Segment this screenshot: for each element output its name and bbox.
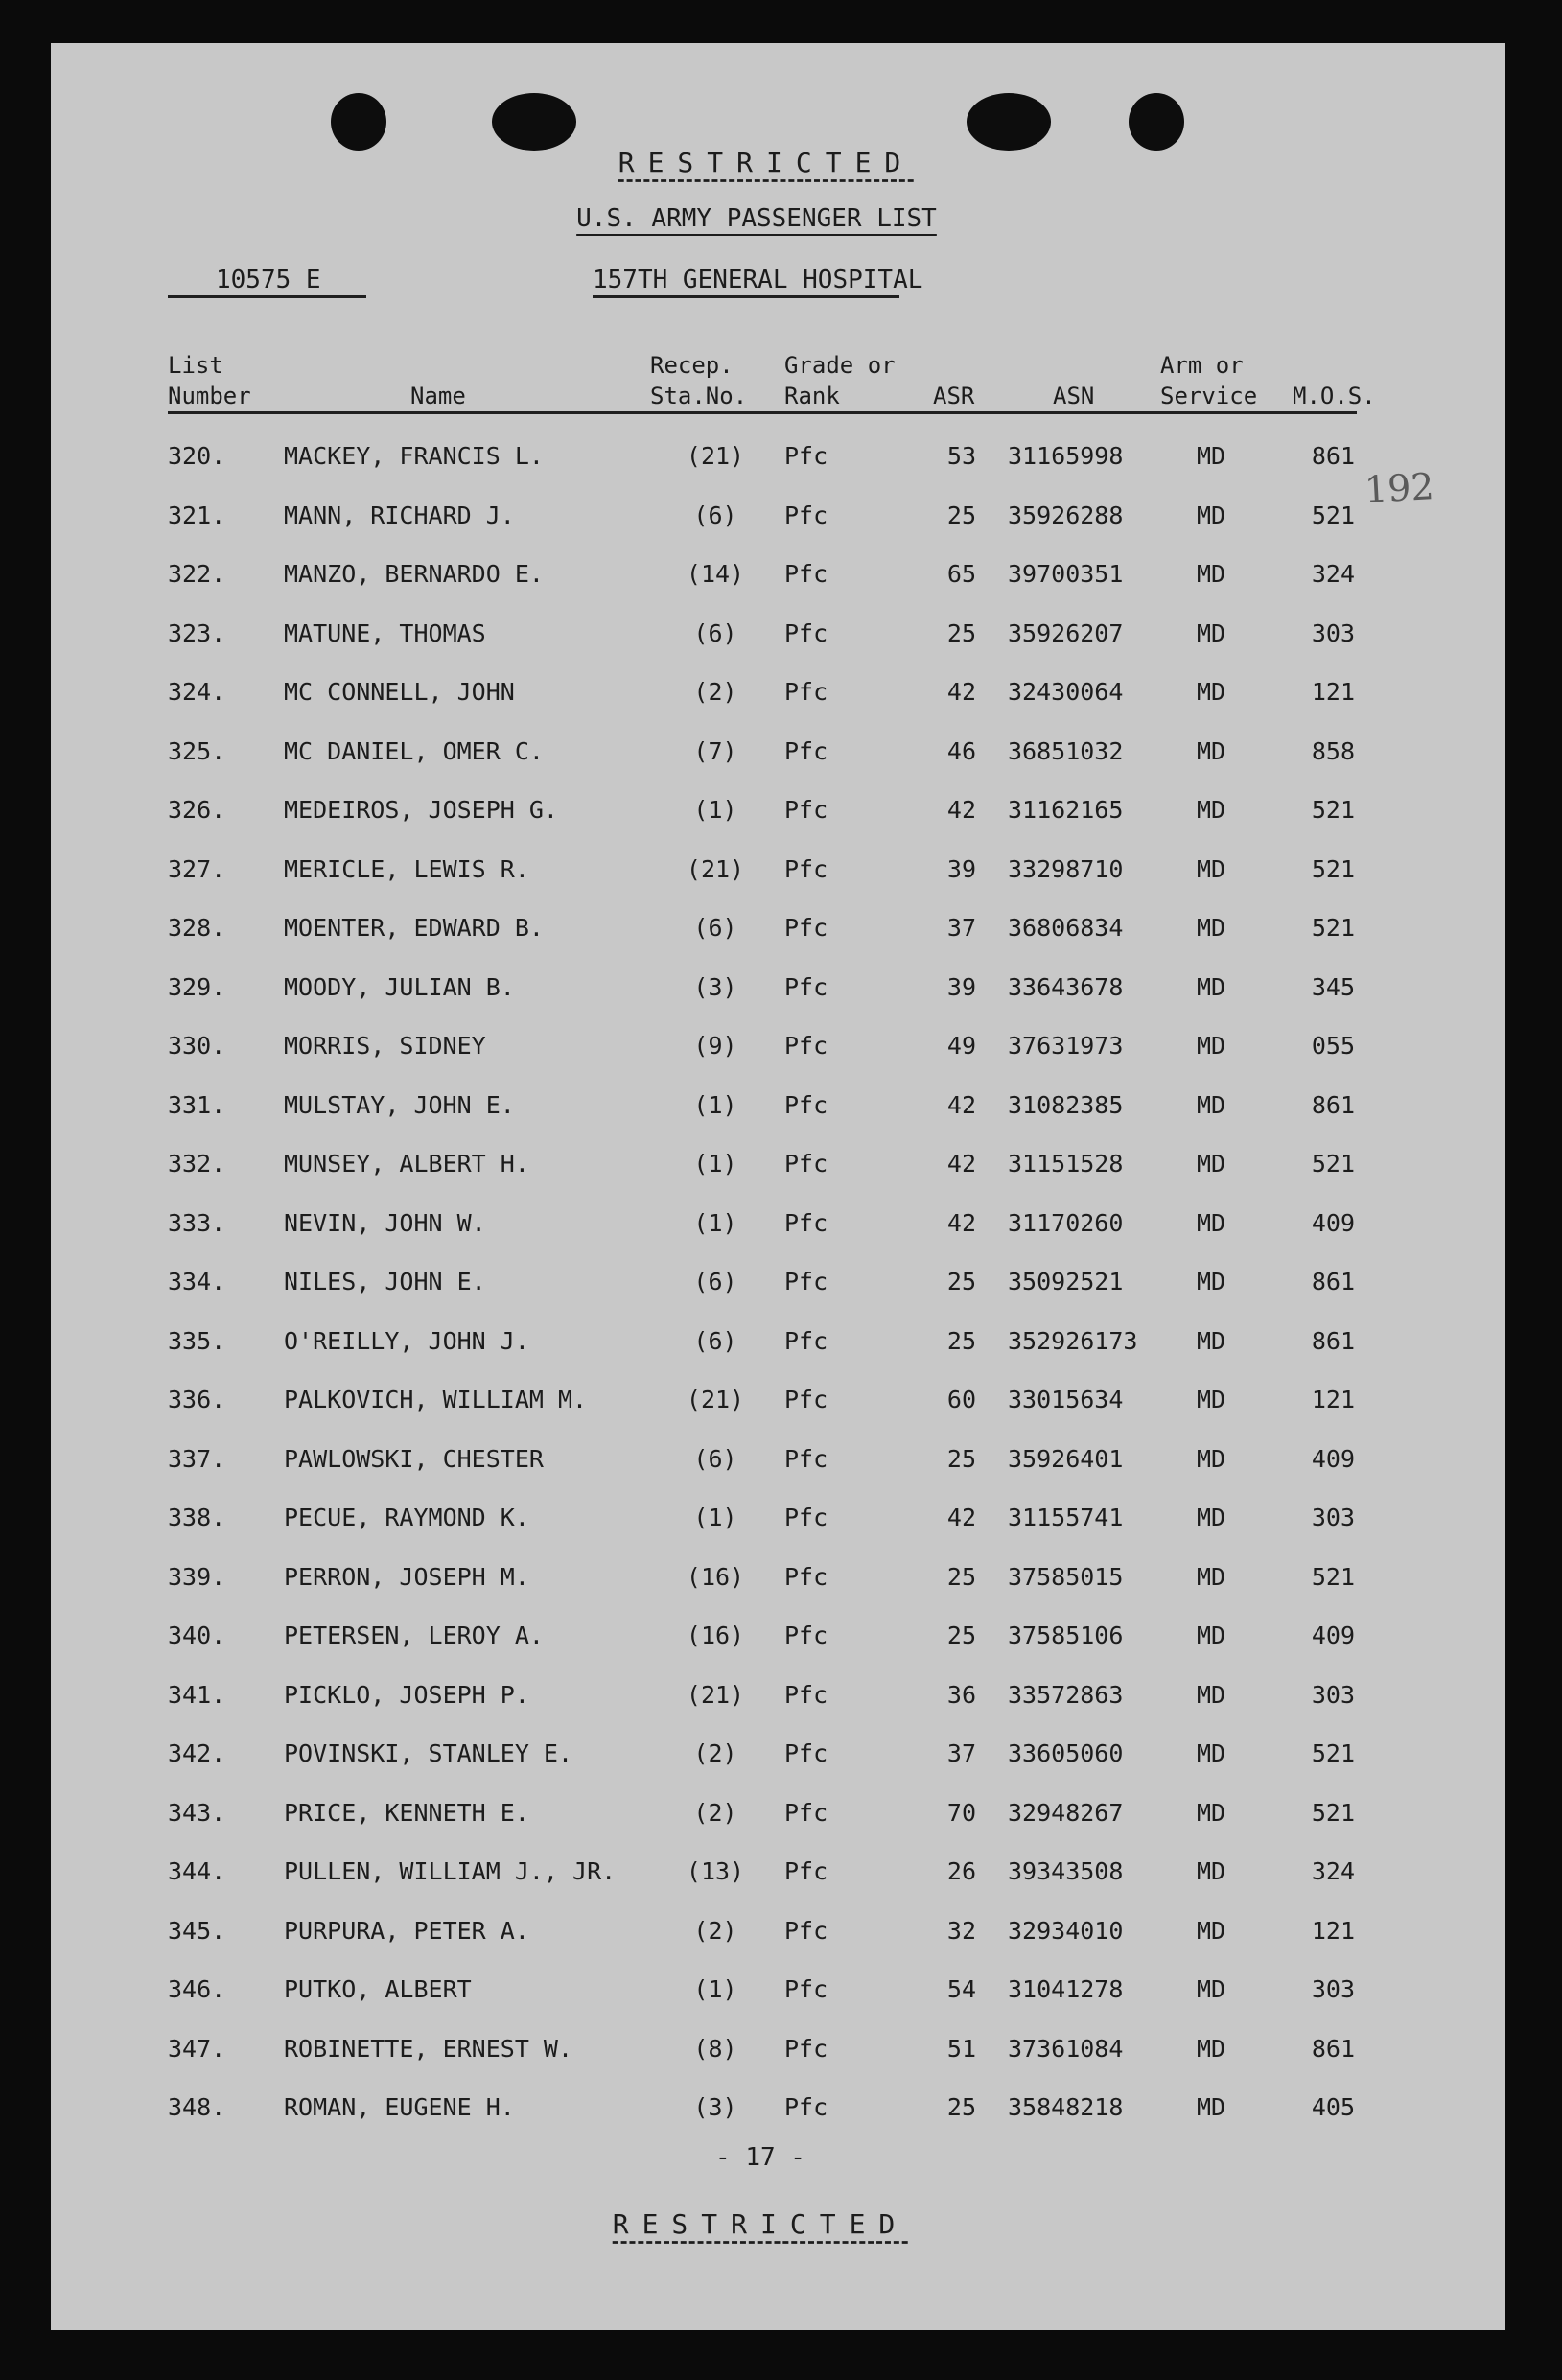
- grade-rank: Pfc: [784, 1622, 828, 1649]
- passenger-name: ROBINETTE, ERNEST W.: [284, 2035, 573, 2063]
- passenger-name: PUTKO, ALBERT: [284, 1975, 472, 2003]
- arm-service: MD: [1196, 1327, 1226, 1355]
- passenger-name: MC DANIEL, OMER C.: [284, 737, 544, 765]
- army-serial-number: 33572863: [1008, 1681, 1124, 1709]
- arm-service: MD: [1196, 796, 1226, 824]
- grade-rank: Pfc: [784, 1209, 828, 1237]
- recep-station: (9): [693, 1032, 737, 1060]
- passenger-name: MERICLE, LEWIS R.: [284, 855, 529, 883]
- recep-station: (13): [686, 1857, 745, 1885]
- arm-service: MD: [1196, 1032, 1226, 1060]
- arm-service: MD: [1196, 1504, 1226, 1531]
- table-row: [51, 502, 1505, 540]
- table-row: [51, 619, 1505, 658]
- recep-station: (2): [693, 1799, 737, 1827]
- column-header-asr: ASR: [933, 383, 975, 409]
- mos-code: 861: [1311, 2035, 1355, 2063]
- asr-score: 42: [946, 1504, 976, 1531]
- punch-hole: [1129, 93, 1184, 151]
- grade-rank: Pfc: [784, 1739, 828, 1767]
- list-number: 341.: [168, 1681, 226, 1709]
- mos-code: 303: [1311, 1504, 1355, 1531]
- column-header-asn: ASN: [1053, 383, 1095, 409]
- arm-service: MD: [1196, 2093, 1226, 2121]
- column-header-name: Name: [410, 383, 466, 409]
- army-serial-number: 33298710: [1008, 855, 1124, 883]
- arm-service: MD: [1196, 560, 1226, 588]
- grade-rank: Pfc: [784, 973, 828, 1001]
- arm-service: MD: [1196, 1445, 1226, 1473]
- army-serial-number: 35848218: [1008, 2093, 1124, 2121]
- army-serial-number: 37631973: [1008, 1032, 1124, 1060]
- passenger-name: MORRIS, SIDNEY: [284, 1032, 486, 1060]
- list-number: 346.: [168, 1975, 226, 2003]
- grade-rank: Pfc: [784, 442, 828, 470]
- asr-score: 37: [946, 914, 976, 942]
- army-serial-number: 31082385: [1008, 1091, 1124, 1119]
- asr-score: 60: [946, 1386, 976, 1413]
- army-serial-number: 31151528: [1008, 1150, 1124, 1178]
- asr-score: 54: [946, 1975, 976, 2003]
- army-serial-number: 32430064: [1008, 678, 1124, 706]
- mos-code: 861: [1311, 1091, 1355, 1119]
- recep-station: (2): [693, 1917, 737, 1945]
- arm-service: MD: [1196, 442, 1226, 470]
- passenger-name: NEVIN, JOHN W.: [284, 1209, 486, 1237]
- list-number: 325.: [168, 737, 226, 765]
- list-number: 348.: [168, 2093, 226, 2121]
- recep-station: (6): [693, 1327, 737, 1355]
- document-title: U.S. ARMY PASSENGER LIST: [576, 204, 937, 233]
- arm-service: MD: [1196, 678, 1226, 706]
- mos-code: 121: [1311, 678, 1355, 706]
- asr-score: 25: [946, 1563, 976, 1591]
- list-number: 336.: [168, 1386, 226, 1413]
- list-number: 320.: [168, 442, 226, 470]
- grade-rank: Pfc: [784, 855, 828, 883]
- asr-score: 25: [946, 1327, 976, 1355]
- grade-rank: Pfc: [784, 678, 828, 706]
- army-serial-number: 35926207: [1008, 619, 1124, 647]
- shipment-underline: [168, 295, 366, 298]
- column-header-arm: Arm or Service: [1160, 352, 1258, 409]
- asr-score: 42: [946, 796, 976, 824]
- asr-score: 37: [946, 1739, 976, 1767]
- punch-hole: [967, 93, 1051, 151]
- army-serial-number: 33015634: [1008, 1386, 1124, 1413]
- column-header-recep-sta: Recep. Sta.No.: [650, 352, 748, 409]
- table-row: [51, 560, 1505, 598]
- mos-code: 121: [1311, 1386, 1355, 1413]
- recep-station: (14): [686, 560, 745, 588]
- page-stamp-number: 192: [1363, 465, 1435, 511]
- table-row: [51, 973, 1505, 1012]
- grade-rank: Pfc: [784, 1563, 828, 1591]
- grade-rank: Pfc: [784, 796, 828, 824]
- army-serial-number: 39700351: [1008, 560, 1124, 588]
- army-serial-number: 35092521: [1008, 1268, 1124, 1295]
- table-row: [51, 1150, 1505, 1188]
- grade-rank: Pfc: [784, 1681, 828, 1709]
- mos-code: 409: [1311, 1445, 1355, 1473]
- asr-score: 32: [946, 1917, 976, 1945]
- recep-station: (16): [686, 1622, 745, 1649]
- mos-code: 409: [1311, 1209, 1355, 1237]
- passenger-name: MANN, RICHARD J.: [284, 502, 515, 529]
- arm-service: MD: [1196, 2035, 1226, 2063]
- mos-code: 303: [1311, 1681, 1355, 1709]
- list-number: 342.: [168, 1739, 226, 1767]
- asr-score: 26: [946, 1857, 976, 1885]
- army-serial-number: 31170260: [1008, 1209, 1124, 1237]
- asr-score: 70: [946, 1799, 976, 1827]
- arm-service: MD: [1196, 737, 1226, 765]
- recep-station: (6): [693, 502, 737, 529]
- table-row: [51, 1209, 1505, 1248]
- table-row: [51, 1386, 1505, 1424]
- army-serial-number: 37361084: [1008, 2035, 1124, 2063]
- mos-code: 324: [1311, 560, 1355, 588]
- passenger-name: PAWLOWSKI, CHESTER: [284, 1445, 544, 1473]
- list-number: 327.: [168, 855, 226, 883]
- recep-station: (8): [693, 2035, 737, 2063]
- army-serial-number: 35926401: [1008, 1445, 1124, 1473]
- recep-station: (7): [693, 737, 737, 765]
- mos-code: 409: [1311, 1622, 1355, 1649]
- grade-rank: Pfc: [784, 1504, 828, 1531]
- punch-hole: [492, 93, 576, 151]
- arm-service: MD: [1196, 1209, 1226, 1237]
- mos-code: 521: [1311, 796, 1355, 824]
- arm-service: MD: [1196, 619, 1226, 647]
- army-serial-number: 37585106: [1008, 1622, 1124, 1649]
- passenger-name: PULLEN, WILLIAM J., JR.: [284, 1857, 617, 1885]
- mos-code: 521: [1311, 855, 1355, 883]
- asr-score: 65: [946, 560, 976, 588]
- list-number: 331.: [168, 1091, 226, 1119]
- army-serial-number: 31041278: [1008, 1975, 1124, 2003]
- grade-rank: Pfc: [784, 502, 828, 529]
- passenger-name: MEDEIROS, JOSEPH G.: [284, 796, 558, 824]
- passenger-name: PALKOVICH, WILLIAM M.: [284, 1386, 588, 1413]
- arm-service: MD: [1196, 1622, 1226, 1649]
- grade-rank: Pfc: [784, 1032, 828, 1060]
- passenger-name: MOODY, JULIAN B.: [284, 973, 515, 1001]
- column-header-list-number: List Number: [168, 352, 251, 409]
- recep-station: (21): [686, 1681, 745, 1709]
- passenger-name: PICKLO, JOSEPH P.: [284, 1681, 529, 1709]
- passenger-name: MATUNE, THOMAS: [284, 619, 486, 647]
- mos-code: 521: [1311, 914, 1355, 942]
- recep-station: (1): [693, 1504, 737, 1531]
- arm-service: MD: [1196, 1975, 1226, 2003]
- asr-score: 25: [946, 1445, 976, 1473]
- list-number: 335.: [168, 1327, 226, 1355]
- recep-station: (21): [686, 855, 745, 883]
- mos-code: 861: [1311, 442, 1355, 470]
- table-row: [51, 1681, 1505, 1719]
- asr-score: 25: [946, 1268, 976, 1295]
- passenger-name: POVINSKI, STANLEY E.: [284, 1739, 573, 1767]
- arm-service: MD: [1196, 855, 1226, 883]
- arm-service: MD: [1196, 1857, 1226, 1885]
- list-number: 339.: [168, 1563, 226, 1591]
- mos-code: 324: [1311, 1857, 1355, 1885]
- list-number: 322.: [168, 560, 226, 588]
- army-serial-number: 39343508: [1008, 1857, 1124, 1885]
- recep-station: (21): [686, 1386, 745, 1413]
- recep-station: (1): [693, 1209, 737, 1237]
- arm-service: MD: [1196, 1799, 1226, 1827]
- passenger-name: MC CONNELL, JOHN: [284, 678, 515, 706]
- army-serial-number: 31162165: [1008, 796, 1124, 824]
- table-row: [51, 2035, 1505, 2073]
- recep-station: (1): [693, 1975, 737, 2003]
- mos-code: 861: [1311, 1327, 1355, 1355]
- asr-score: 42: [946, 1209, 976, 1237]
- classification-footer: RESTRICTED: [612, 2208, 909, 2240]
- document-page: [51, 43, 1505, 2330]
- table-row: [51, 442, 1505, 480]
- grade-rank: Pfc: [784, 2093, 828, 2121]
- arm-service: MD: [1196, 1091, 1226, 1119]
- recep-station: (16): [686, 1563, 745, 1591]
- arm-service: MD: [1196, 1386, 1226, 1413]
- army-serial-number: 32934010: [1008, 1917, 1124, 1945]
- passenger-name: PETERSEN, LEROY A.: [284, 1622, 544, 1649]
- mos-code: 303: [1311, 619, 1355, 647]
- grade-rank: Pfc: [784, 1799, 828, 1827]
- list-number: 326.: [168, 796, 226, 824]
- column-header-grade: Grade or Rank: [784, 352, 896, 409]
- grade-rank: Pfc: [784, 1386, 828, 1413]
- grade-rank: Pfc: [784, 1975, 828, 2003]
- passenger-name: PURPURA, PETER A.: [284, 1917, 529, 1945]
- grade-rank: Pfc: [784, 560, 828, 588]
- recep-station: (1): [693, 1091, 737, 1119]
- army-serial-number: 31165998: [1008, 442, 1124, 470]
- army-serial-number: 36851032: [1008, 737, 1124, 765]
- recep-station: (1): [693, 796, 737, 824]
- asr-score: 25: [946, 1622, 976, 1649]
- arm-service: MD: [1196, 1563, 1226, 1591]
- passenger-name: PECUE, RAYMOND K.: [284, 1504, 529, 1531]
- mos-code: 521: [1311, 1799, 1355, 1827]
- list-number: 340.: [168, 1622, 226, 1649]
- mos-code: 521: [1311, 502, 1355, 529]
- table-row: [51, 1622, 1505, 1660]
- grade-rank: Pfc: [784, 2035, 828, 2063]
- army-serial-number: 32948267: [1008, 1799, 1124, 1827]
- recep-station: (3): [693, 973, 737, 1001]
- passenger-name: MACKEY, FRANCIS L.: [284, 442, 544, 470]
- asr-score: 51: [946, 2035, 976, 2063]
- table-row: [51, 855, 1505, 894]
- recep-station: (6): [693, 1268, 737, 1295]
- grade-rank: Pfc: [784, 1091, 828, 1119]
- header-rule: [168, 411, 1357, 414]
- mos-code: 405: [1311, 2093, 1355, 2121]
- list-number: 337.: [168, 1445, 226, 1473]
- table-row: [51, 796, 1505, 834]
- recep-station: (6): [693, 619, 737, 647]
- army-serial-number: 35926288: [1008, 502, 1124, 529]
- mos-code: 521: [1311, 1739, 1355, 1767]
- asr-score: 39: [946, 973, 976, 1001]
- punch-hole: [331, 93, 386, 151]
- arm-service: MD: [1196, 1739, 1226, 1767]
- list-number: 344.: [168, 1857, 226, 1885]
- asr-score: 49: [946, 1032, 976, 1060]
- page-number: - 17 -: [715, 2143, 805, 2172]
- classification-header: RESTRICTED: [618, 147, 915, 178]
- unit-underline: [593, 295, 899, 298]
- grade-rank: Pfc: [784, 1150, 828, 1178]
- passenger-name: MUNSEY, ALBERT H.: [284, 1150, 529, 1178]
- asr-score: 25: [946, 502, 976, 529]
- table-row: [51, 1445, 1505, 1483]
- list-number: 347.: [168, 2035, 226, 2063]
- grade-rank: Pfc: [784, 1327, 828, 1355]
- grade-rank: Pfc: [784, 1268, 828, 1295]
- list-number: 324.: [168, 678, 226, 706]
- arm-service: MD: [1196, 1917, 1226, 1945]
- recep-station: (1): [693, 1150, 737, 1178]
- army-serial-number: 37585015: [1008, 1563, 1124, 1591]
- arm-service: MD: [1196, 973, 1226, 1001]
- list-number: 328.: [168, 914, 226, 942]
- passenger-name: MOENTER, EDWARD B.: [284, 914, 544, 942]
- asr-score: 46: [946, 737, 976, 765]
- arm-service: MD: [1196, 1681, 1226, 1709]
- asr-score: 42: [946, 1150, 976, 1178]
- grade-rank: Pfc: [784, 914, 828, 942]
- mos-code: 858: [1311, 737, 1355, 765]
- recep-station: (6): [693, 914, 737, 942]
- table-row: [51, 737, 1505, 776]
- recep-station: (6): [693, 1445, 737, 1473]
- table-row: [51, 2093, 1505, 2132]
- asr-score: 25: [946, 2093, 976, 2121]
- table-row: [51, 1563, 1505, 1601]
- table-row: [51, 1032, 1505, 1070]
- recep-station: (3): [693, 2093, 737, 2121]
- list-number: 323.: [168, 619, 226, 647]
- table-row: [51, 1975, 1505, 2014]
- recep-station: (2): [693, 678, 737, 706]
- arm-service: MD: [1196, 914, 1226, 942]
- table-row: [51, 1268, 1505, 1306]
- grade-rank: Pfc: [784, 1445, 828, 1473]
- army-serial-number: 33643678: [1008, 973, 1124, 1001]
- grade-rank: Pfc: [784, 1917, 828, 1945]
- table-row: [51, 1327, 1505, 1365]
- mos-code: 055: [1311, 1032, 1355, 1060]
- passenger-name: PERRON, JOSEPH M.: [284, 1563, 529, 1591]
- mos-code: 121: [1311, 1917, 1355, 1945]
- shipment-number: 10575 E: [216, 266, 321, 294]
- column-header-mos: M.O.S.: [1293, 383, 1376, 409]
- asr-score: 53: [946, 442, 976, 470]
- table-row: [51, 914, 1505, 952]
- asr-score: 42: [946, 1091, 976, 1119]
- army-serial-number: 31155741: [1008, 1504, 1124, 1531]
- table-row: [51, 678, 1505, 716]
- mos-code: 521: [1311, 1150, 1355, 1178]
- list-number: 321.: [168, 502, 226, 529]
- grade-rank: Pfc: [784, 737, 828, 765]
- table-row: [51, 1917, 1505, 1955]
- unit-name: 157TH GENERAL HOSPITAL: [593, 266, 923, 294]
- asr-score: 39: [946, 855, 976, 883]
- recep-station: (2): [693, 1739, 737, 1767]
- table-row: [51, 1739, 1505, 1778]
- grade-rank: Pfc: [784, 1857, 828, 1885]
- list-number: 345.: [168, 1917, 226, 1945]
- passenger-name: MANZO, BERNARDO E.: [284, 560, 544, 588]
- list-number: 333.: [168, 1209, 226, 1237]
- passenger-name: ROMAN, EUGENE H.: [284, 2093, 515, 2121]
- army-serial-number: 36806834: [1008, 914, 1124, 942]
- army-serial-number: 33605060: [1008, 1739, 1124, 1767]
- list-number: 343.: [168, 1799, 226, 1827]
- list-number: 334.: [168, 1268, 226, 1295]
- table-row: [51, 1091, 1505, 1130]
- table-row: [51, 1799, 1505, 1837]
- asr-score: 36: [946, 1681, 976, 1709]
- passenger-name: PRICE, KENNETH E.: [284, 1799, 529, 1827]
- mos-code: 521: [1311, 1563, 1355, 1591]
- list-number: 330.: [168, 1032, 226, 1060]
- list-number: 329.: [168, 973, 226, 1001]
- asr-score: 42: [946, 678, 976, 706]
- recep-station: (21): [686, 442, 745, 470]
- passenger-name: NILES, JOHN E.: [284, 1268, 486, 1295]
- grade-rank: Pfc: [784, 619, 828, 647]
- asr-score: 25: [946, 619, 976, 647]
- list-number: 338.: [168, 1504, 226, 1531]
- arm-service: MD: [1196, 1150, 1226, 1178]
- passenger-name: MULSTAY, JOHN E.: [284, 1091, 515, 1119]
- mos-code: 861: [1311, 1268, 1355, 1295]
- arm-service: MD: [1196, 502, 1226, 529]
- passenger-name: O'REILLY, JOHN J.: [284, 1327, 529, 1355]
- table-row: [51, 1857, 1505, 1896]
- list-number: 332.: [168, 1150, 226, 1178]
- mos-code: 303: [1311, 1975, 1355, 2003]
- army-serial-number: 352926173: [1008, 1327, 1138, 1355]
- table-row: [51, 1504, 1505, 1542]
- arm-service: MD: [1196, 1268, 1226, 1295]
- mos-code: 345: [1311, 973, 1355, 1001]
